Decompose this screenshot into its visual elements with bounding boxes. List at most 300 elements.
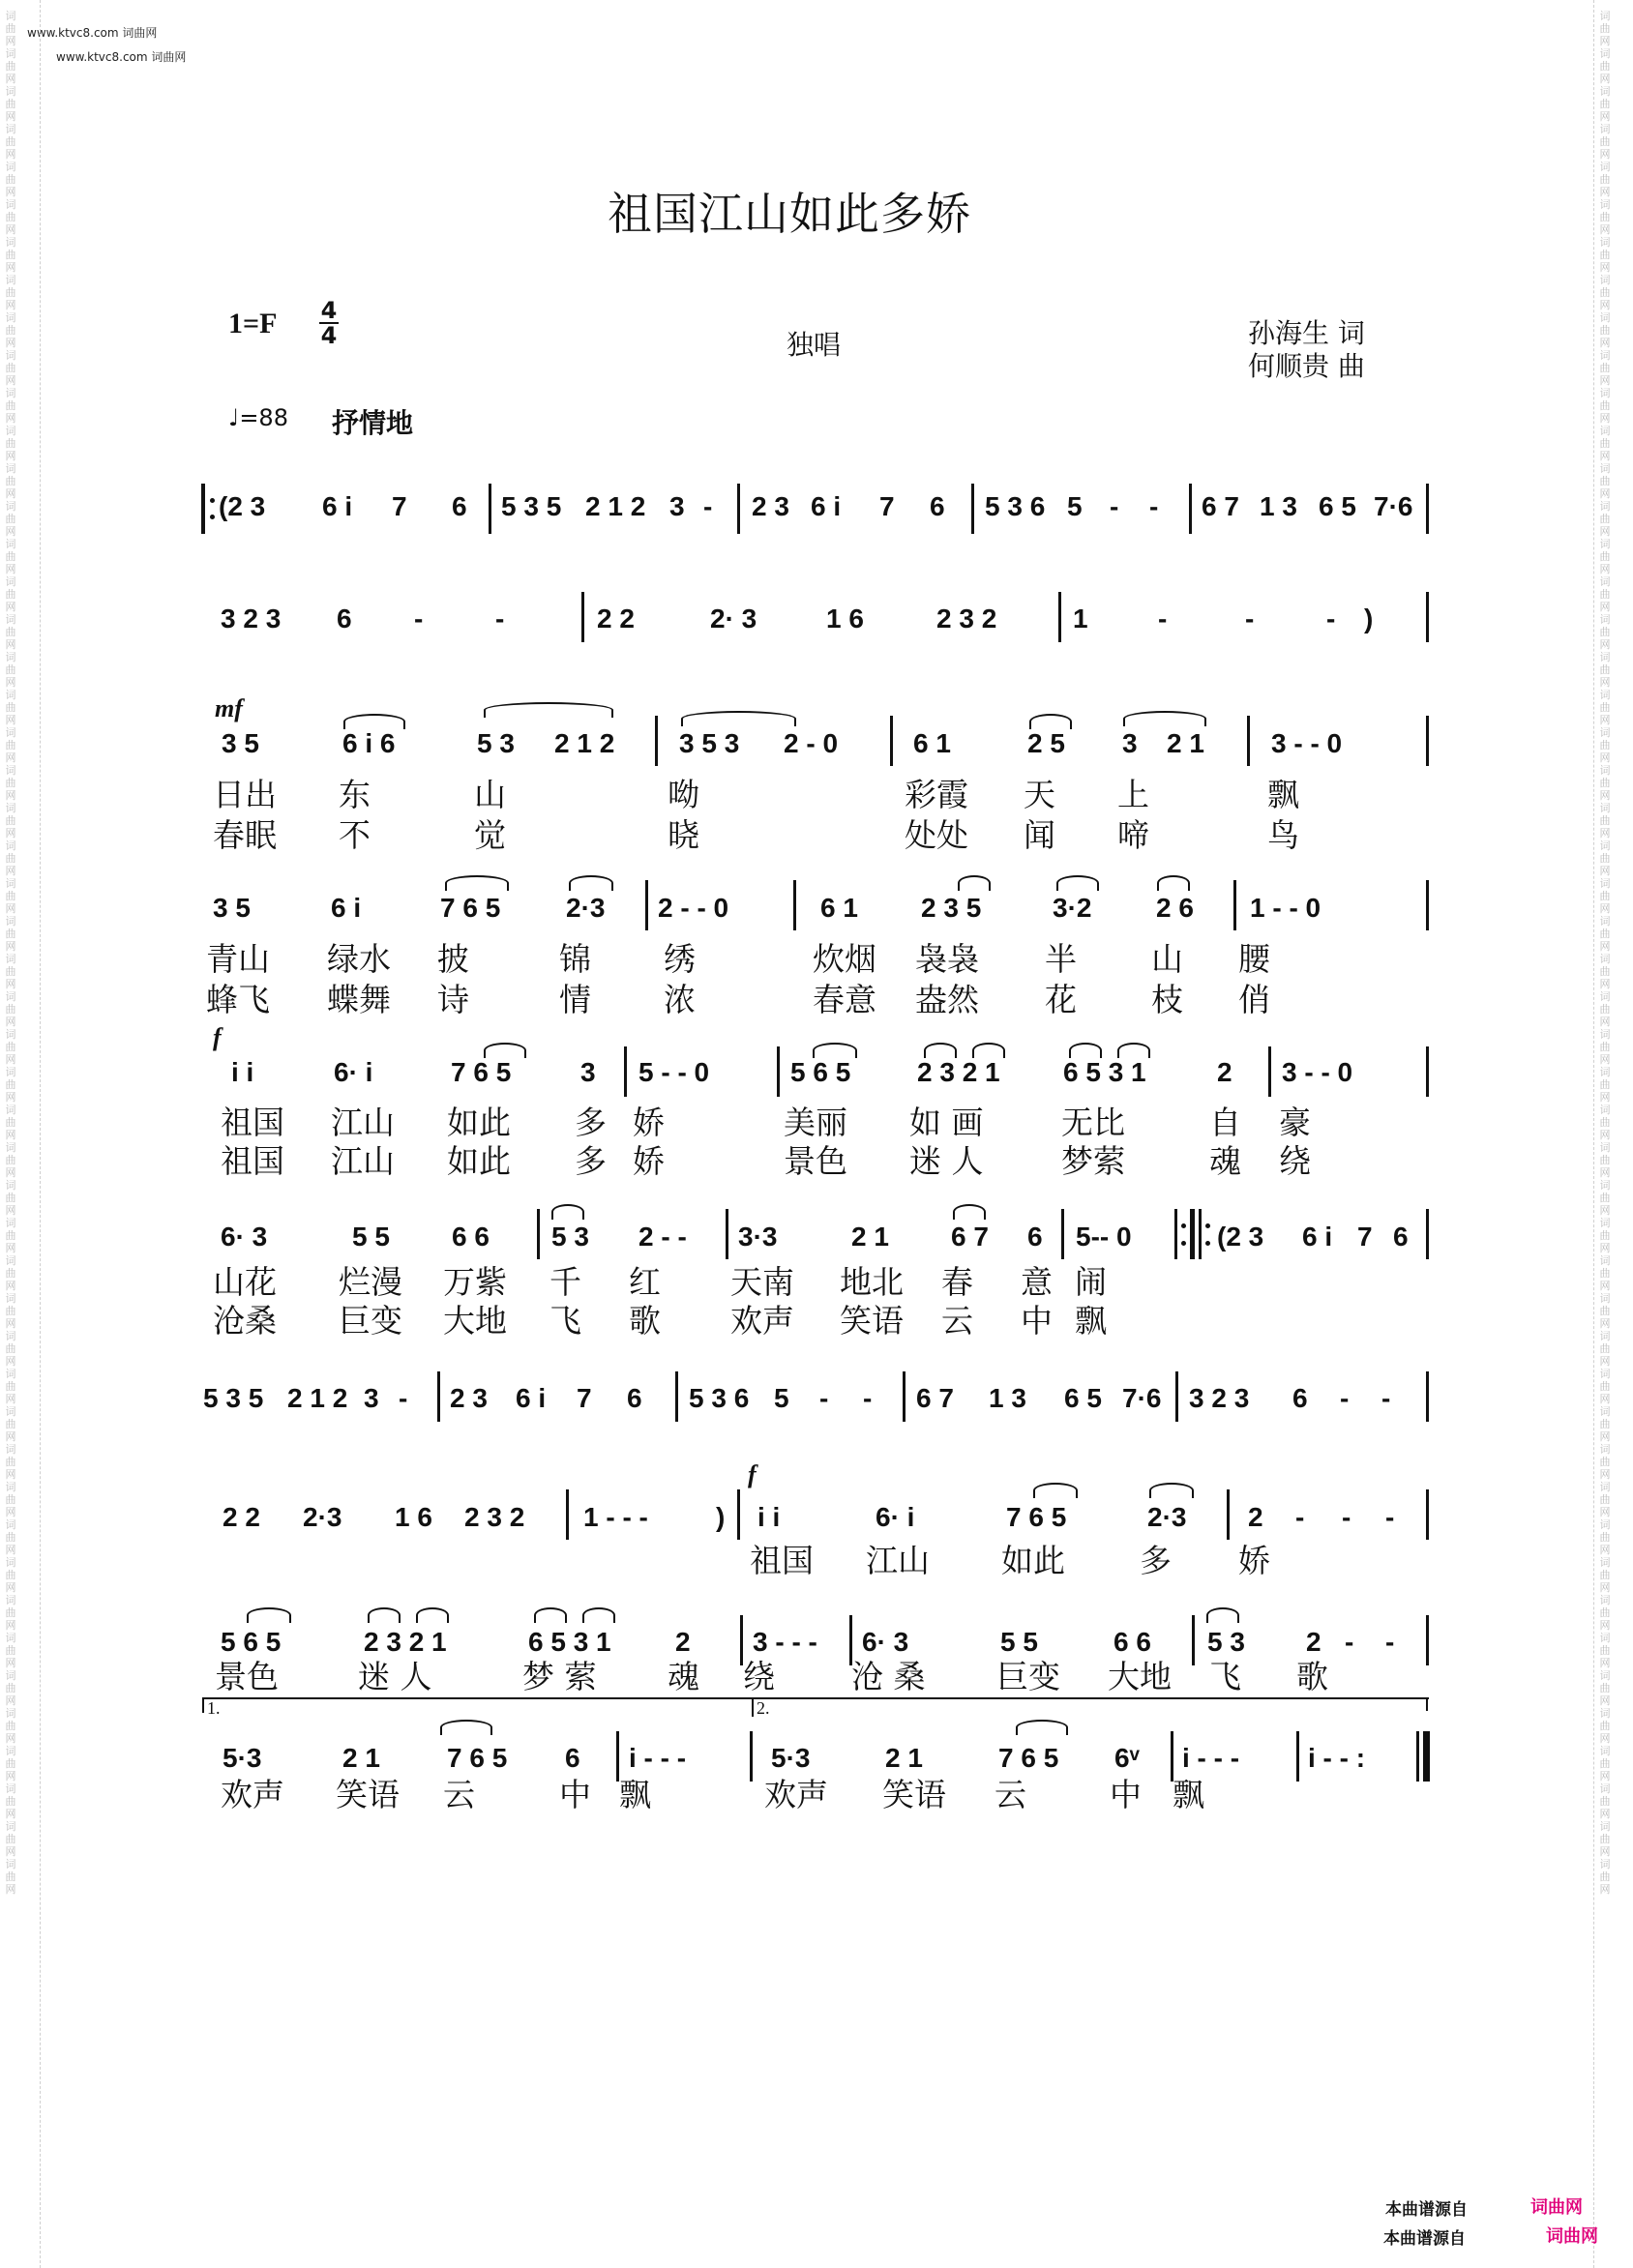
repeat-dot (1205, 1241, 1210, 1246)
slur (1149, 1483, 1194, 1498)
lyric: 春眠 (213, 816, 277, 854)
note: 2 - 0 (784, 728, 839, 758)
note: 6 6 (1113, 1627, 1151, 1657)
slur (368, 1607, 401, 1623)
lyric: 山 (1151, 940, 1183, 978)
note: ) (716, 1502, 726, 1532)
lyric: 大地 (1108, 1658, 1172, 1695)
note: 6 (337, 604, 352, 633)
note: 6· i (876, 1502, 915, 1532)
note: i i (757, 1502, 781, 1532)
note: (2 3 (219, 491, 266, 521)
note: - (1158, 604, 1168, 633)
lyric: 如 画 (909, 1104, 984, 1141)
lyric: 半 (1045, 940, 1077, 978)
note: - (1149, 491, 1159, 521)
note: 5·3 (771, 1743, 811, 1773)
note: 3 5 3 (679, 728, 740, 758)
note: 5 3 (1207, 1627, 1245, 1657)
lyric: 鸟 (1267, 816, 1299, 854)
note: i - - : (1308, 1743, 1366, 1773)
lyric: 歌 (629, 1302, 661, 1340)
lyric: 蝶舞 (327, 981, 391, 1018)
slur (1206, 1607, 1239, 1623)
note: - (1110, 491, 1119, 521)
lyric: 美丽 (784, 1104, 847, 1141)
final-bar-thick (1423, 1731, 1430, 1782)
slur (1016, 1720, 1068, 1735)
lyric: 云 (941, 1302, 973, 1340)
lyric: 东 (339, 776, 371, 813)
lyric: 锦 (559, 940, 591, 978)
lyric: 俏 (1238, 981, 1270, 1018)
lyric: 意 (1021, 1263, 1053, 1301)
lyric: 啼 (1117, 816, 1149, 854)
note: 6 5 (1064, 1383, 1102, 1413)
lyric: 云 (443, 1776, 475, 1813)
note: - (495, 604, 505, 633)
slur (1117, 1043, 1150, 1058)
note: - (703, 491, 713, 521)
lyric: 绣 (664, 940, 696, 978)
note: 6 1 (820, 893, 858, 923)
lyric: 梦萦 (1061, 1142, 1125, 1180)
bar-line (1192, 1615, 1195, 1665)
lyric: 魂 (668, 1658, 699, 1695)
lyric: 绕 (743, 1658, 775, 1695)
bar-line (890, 716, 893, 766)
note: 5 6 5 (790, 1057, 851, 1087)
slur (484, 1043, 526, 1058)
note: - (863, 1383, 873, 1413)
lyric: 飘 (1075, 1302, 1107, 1340)
note: 5 3 5 (501, 491, 562, 521)
note: - (819, 1383, 829, 1413)
note: ) (1364, 604, 1374, 633)
left-border (40, 0, 41, 2268)
note: 5 3 6 (689, 1383, 750, 1413)
lyric: 山 (474, 776, 506, 813)
time-denominator: 4 (320, 322, 338, 349)
note: - (399, 1383, 408, 1413)
bar-line (903, 1371, 906, 1422)
note: 2·3 (303, 1502, 342, 1532)
note: 6· 3 (221, 1222, 268, 1252)
bar-line (737, 484, 740, 534)
note: 7 (577, 1383, 592, 1413)
note: 2 1 (885, 1743, 923, 1773)
bar-line (777, 1046, 780, 1097)
bar-line (489, 484, 491, 534)
dynamic-f: f (213, 1023, 222, 1051)
note: 2 (1217, 1057, 1232, 1087)
slur (534, 1607, 567, 1623)
note: 5-- 0 (1076, 1222, 1132, 1252)
lyric: 觉 (474, 816, 506, 854)
note: - (1381, 1383, 1391, 1413)
note: 6· i (334, 1057, 373, 1087)
lyric: 娇 (1238, 1542, 1270, 1579)
lyric: 笑语 (840, 1302, 904, 1340)
note: - (1245, 604, 1255, 633)
note: 6 (565, 1743, 580, 1773)
lyric: 飞 (1209, 1658, 1241, 1695)
note: 5 - - 0 (638, 1057, 710, 1087)
lyric: 山花 (213, 1263, 277, 1301)
slur (247, 1607, 291, 1623)
lyric: 欢声 (764, 1776, 828, 1813)
side-watermark-left: 词曲网词曲网词曲网词曲网词曲网词曲网词曲网词曲网词曲网词曲网词曲网词曲网词曲网词曲网词曲网词曲网词曲网词曲网词曲网词曲网词曲网词曲网词曲网词曲网词曲网词曲网词曲网词曲网词曲网词曲网词曲网词曲网词曲网词曲网词曲网词曲网词曲网词曲网词曲网词曲网词曲网词曲网词曲网词曲网词曲网词曲网词曲网词曲网词曲网词曲网 (5, 10, 16, 1896)
bar-line (1426, 592, 1429, 642)
bar-line (581, 592, 584, 642)
expression-mark: 抒情地 (332, 407, 414, 439)
repeat-dot (1181, 1223, 1186, 1228)
bar-line (1296, 1731, 1299, 1782)
repeat-bar (1190, 1209, 1195, 1259)
lyric: 欢声 (221, 1776, 284, 1813)
lyric: 绕 (1279, 1142, 1311, 1180)
note: 7 (392, 491, 407, 521)
lyric: 祖国 (221, 1104, 284, 1141)
note: 2 3 (450, 1383, 488, 1413)
bar-line (1426, 1046, 1429, 1097)
bar-line (624, 1046, 627, 1097)
lyric: 娇 (633, 1142, 665, 1180)
repeat-dot (1205, 1223, 1210, 1228)
lyric: 无比 (1061, 1104, 1125, 1141)
composer-credit: 何顺贵 曲 (1248, 350, 1365, 382)
note: 6 i (1302, 1222, 1333, 1252)
lyric: 春意 (813, 981, 876, 1018)
note: 1 - - 0 (1250, 893, 1321, 923)
lyric: 江山 (331, 1142, 395, 1180)
lyric: 歌 (1296, 1658, 1328, 1695)
note: 1 (1073, 604, 1088, 633)
volta-1-label: 1. (207, 1698, 221, 1718)
note: - (1385, 1627, 1395, 1657)
note: 5 (1067, 491, 1083, 521)
watermark-top-1: www.ktvc8.com 词曲网 (27, 26, 158, 40)
bar-line (1174, 1209, 1177, 1259)
slur (343, 714, 405, 729)
slur (582, 1607, 615, 1623)
note: 5 (774, 1383, 789, 1413)
note: 2 2 (223, 1502, 260, 1532)
lyric: 如此 (447, 1142, 511, 1180)
note: 6· 3 (862, 1627, 909, 1657)
note: 6 (1027, 1222, 1043, 1252)
lyric: 盎然 (915, 981, 979, 1018)
note: 2 1 2 (287, 1383, 348, 1413)
note: 1 3 (989, 1383, 1026, 1413)
tempo-mark: ♩=88 (228, 404, 288, 431)
lyric: 大地 (443, 1302, 507, 1340)
note: 5 3 (551, 1222, 589, 1252)
bar-line (971, 484, 974, 534)
note: 6 (452, 491, 467, 521)
note: - (1295, 1502, 1305, 1532)
note: 2 - - 0 (658, 893, 729, 923)
note: 2 (1248, 1502, 1263, 1532)
lyric: 迷 人 (358, 1658, 432, 1695)
final-bar-thin (1416, 1731, 1419, 1782)
note: 6 7 (1202, 491, 1239, 521)
lyric: 中 (559, 1776, 591, 1813)
note: 1 6 (395, 1502, 432, 1532)
bar-line (726, 1209, 728, 1259)
note: 7·6 (1374, 491, 1413, 521)
slur (958, 875, 991, 891)
lyric: 沧桑 (213, 1302, 277, 1340)
lyric: 中 (1110, 1776, 1142, 1813)
slur (1157, 875, 1190, 891)
slur (416, 1607, 449, 1623)
lyric: 娇 (633, 1104, 665, 1141)
lyric: 自 (1209, 1104, 1241, 1141)
lyric: 巨变 (339, 1302, 402, 1340)
footer-source-link[interactable]: 词曲网 (1530, 2197, 1583, 2218)
slur (924, 1043, 957, 1058)
slur (1123, 711, 1206, 726)
note: 2 1 2 (554, 728, 615, 758)
note: 2·3 (1147, 1502, 1187, 1532)
note: 5 3 6 (985, 491, 1046, 521)
note: 6 5 3 1 (1063, 1057, 1146, 1087)
lyric: 呦 (668, 776, 699, 813)
lyric: 烂漫 (339, 1263, 402, 1301)
note: 7 (1357, 1222, 1373, 1252)
key-signature: 1=F (228, 308, 278, 339)
lyric: 不 (339, 816, 371, 854)
note: 3 - - 0 (1271, 728, 1343, 758)
volta-divider (752, 1697, 754, 1717)
lyric: 如此 (447, 1104, 511, 1141)
lyric: 天南 (730, 1263, 794, 1301)
song-title: 祖国江山如此多娇 (608, 188, 971, 240)
note: - (1342, 1502, 1351, 1532)
note: 2 3 2 1 (917, 1057, 1000, 1087)
note: 3 (669, 491, 685, 521)
note: 3·3 (738, 1222, 778, 1252)
slur (972, 1043, 1005, 1058)
lyric: 沧 桑 (851, 1658, 926, 1695)
note: 2 3 2 1 (364, 1627, 447, 1657)
slur (569, 875, 613, 891)
note: 3 5 (222, 728, 259, 758)
note: 2 (1306, 1627, 1321, 1657)
note: 6 (627, 1383, 642, 1413)
note: 2 1 2 (585, 491, 646, 521)
lyric: 多 (1140, 1542, 1172, 1579)
note: 2 1 (851, 1222, 889, 1252)
note: 1 3 (1260, 491, 1297, 521)
note: 7 6 5 (440, 893, 501, 923)
bar-line (645, 880, 648, 930)
lyric: 云 (995, 1776, 1026, 1813)
bar-line (750, 1731, 753, 1782)
slur (1056, 875, 1099, 891)
slur (445, 875, 509, 891)
note: 6 i 6 (342, 728, 396, 758)
note: 6 i (811, 491, 842, 521)
lyric: 豪 (1279, 1104, 1311, 1141)
performance-style: 独唱 (787, 329, 842, 361)
note: 7·6 (1122, 1383, 1162, 1413)
note: 3 (1122, 728, 1138, 758)
note: 7 6 5 (451, 1057, 512, 1087)
note: 2 5 (1027, 728, 1065, 758)
bar-line (1426, 1489, 1429, 1540)
lyric: 笑语 (882, 1776, 946, 1813)
note: i - - - (1182, 1743, 1240, 1773)
slur (681, 711, 796, 726)
volta-2-label: 2. (757, 1698, 770, 1718)
footer-source-label: 本曲谱源自 (1385, 2200, 1468, 2220)
lyric: 浓 (664, 981, 696, 1018)
lyric: 上 (1117, 776, 1149, 813)
note: - (1385, 1502, 1395, 1532)
lyric: 梦 萦 (522, 1658, 597, 1695)
lyric: 闻 (1024, 816, 1055, 854)
footer-source-label: 本曲谱源自 (1383, 2229, 1466, 2249)
bar-line (675, 1371, 678, 1422)
note: 7 6 5 (1006, 1502, 1067, 1532)
footer-source-link[interactable]: 词曲网 (1546, 2226, 1598, 2247)
note: 6 7 (951, 1222, 989, 1252)
lyric: 中 (1021, 1302, 1053, 1340)
bar-line (793, 880, 796, 930)
note: 6 6 (452, 1222, 490, 1252)
bar-line (1426, 1209, 1429, 1259)
time-signature (319, 299, 339, 347)
lyric: 晓 (668, 816, 699, 854)
slur (551, 1204, 584, 1220)
note: 2· 3 (710, 604, 757, 633)
note: 6 5 3 1 (528, 1627, 611, 1657)
lyric: 枝 (1151, 981, 1183, 1018)
lyric: 蜂飞 (206, 981, 270, 1018)
note: 6ᵛ (1114, 1743, 1140, 1773)
slur (953, 1204, 986, 1220)
note: 3·2 (1053, 893, 1092, 923)
note: 7 6 5 (998, 1743, 1059, 1773)
bar-line (1426, 1371, 1429, 1422)
note: i i (231, 1057, 254, 1087)
note: 6 7 (916, 1383, 954, 1413)
note: 2 2 (597, 604, 635, 633)
bar-line (437, 1371, 440, 1422)
note: 2·3 (566, 893, 606, 923)
slur (1033, 1483, 1078, 1498)
lyric: 腰 (1238, 940, 1270, 978)
lyric: 地北 (840, 1263, 904, 1301)
note: 6 5 (1319, 491, 1356, 521)
lyric: 江山 (866, 1542, 930, 1579)
bar-line (655, 716, 658, 766)
note: 6 1 (913, 728, 951, 758)
note: (2 3 (1217, 1222, 1264, 1252)
slur (1069, 1043, 1102, 1058)
volta-end (1426, 1697, 1428, 1711)
note: i - - - (629, 1743, 687, 1773)
lyric: 日出 (213, 776, 277, 813)
bar-line (1227, 1489, 1230, 1540)
lyric: 祖国 (221, 1142, 284, 1180)
lyric: 笑语 (336, 1776, 400, 1813)
lyric: 绿水 (327, 940, 391, 978)
note: - (1340, 1383, 1350, 1413)
lyric: 春 (941, 1263, 973, 1301)
note: 7 (879, 491, 895, 521)
note: 2 3 2 (464, 1502, 525, 1532)
bar-line (1189, 484, 1192, 534)
lyric: 万紫 (443, 1263, 507, 1301)
note: 6 (930, 491, 945, 521)
bar-line (1058, 592, 1061, 642)
bar-line (1233, 880, 1236, 930)
bar-line (1426, 1615, 1429, 1665)
note: 6 i (516, 1383, 547, 1413)
lyric: 如此 (1001, 1542, 1065, 1579)
lyric: 情 (559, 981, 591, 1018)
lyric: 炊烟 (813, 940, 876, 978)
slur (1029, 714, 1072, 729)
note: 5 6 5 (221, 1627, 282, 1657)
lyric: 飘 (619, 1776, 651, 1813)
note: 1 - - - (583, 1502, 648, 1532)
lyric: 千 (549, 1263, 581, 1301)
note: - (1326, 604, 1336, 633)
lyric: 闹 (1075, 1263, 1107, 1301)
lyric: 景色 (215, 1658, 279, 1695)
lyric: 处处 (905, 816, 968, 854)
note: 6 i (331, 893, 362, 923)
bar-line (1426, 484, 1429, 534)
right-border (1593, 0, 1594, 2268)
lyric: 披 (437, 940, 469, 978)
bar-line (1426, 716, 1429, 766)
dynamic-f: f (748, 1460, 757, 1488)
note: 6 i (322, 491, 353, 521)
bar-line (1426, 880, 1429, 930)
bar-line (1247, 716, 1250, 766)
note: 2 3 5 (921, 893, 982, 923)
lyric: 飘 (1173, 1776, 1204, 1813)
bar-line (537, 1209, 540, 1259)
lyric: 诗 (437, 981, 469, 1018)
lyric: 彩霞 (905, 776, 968, 813)
note: 3 (580, 1057, 596, 1087)
slur (813, 1043, 857, 1058)
lyric: 青山 (206, 940, 270, 978)
note: 2 3 (752, 491, 789, 521)
bar-line (1061, 1209, 1064, 1259)
watermark-top-2: www.ktvc8.com 词曲网 (56, 50, 187, 64)
note: 6 (1292, 1383, 1308, 1413)
note: 3 2 3 (1189, 1383, 1250, 1413)
dynamic-mf: mf (215, 694, 243, 722)
note: 3 - - 0 (1282, 1057, 1353, 1087)
slur (440, 1720, 492, 1735)
note: 7 6 5 (447, 1743, 508, 1773)
lyric: 飞 (549, 1302, 581, 1340)
note: 3 - - - (753, 1627, 817, 1657)
note: 6 (1393, 1222, 1409, 1252)
lyric: 江山 (331, 1104, 395, 1141)
lyric: 天 (1024, 776, 1055, 813)
repeat-dot (210, 498, 215, 503)
repeat-dot (1181, 1241, 1186, 1246)
